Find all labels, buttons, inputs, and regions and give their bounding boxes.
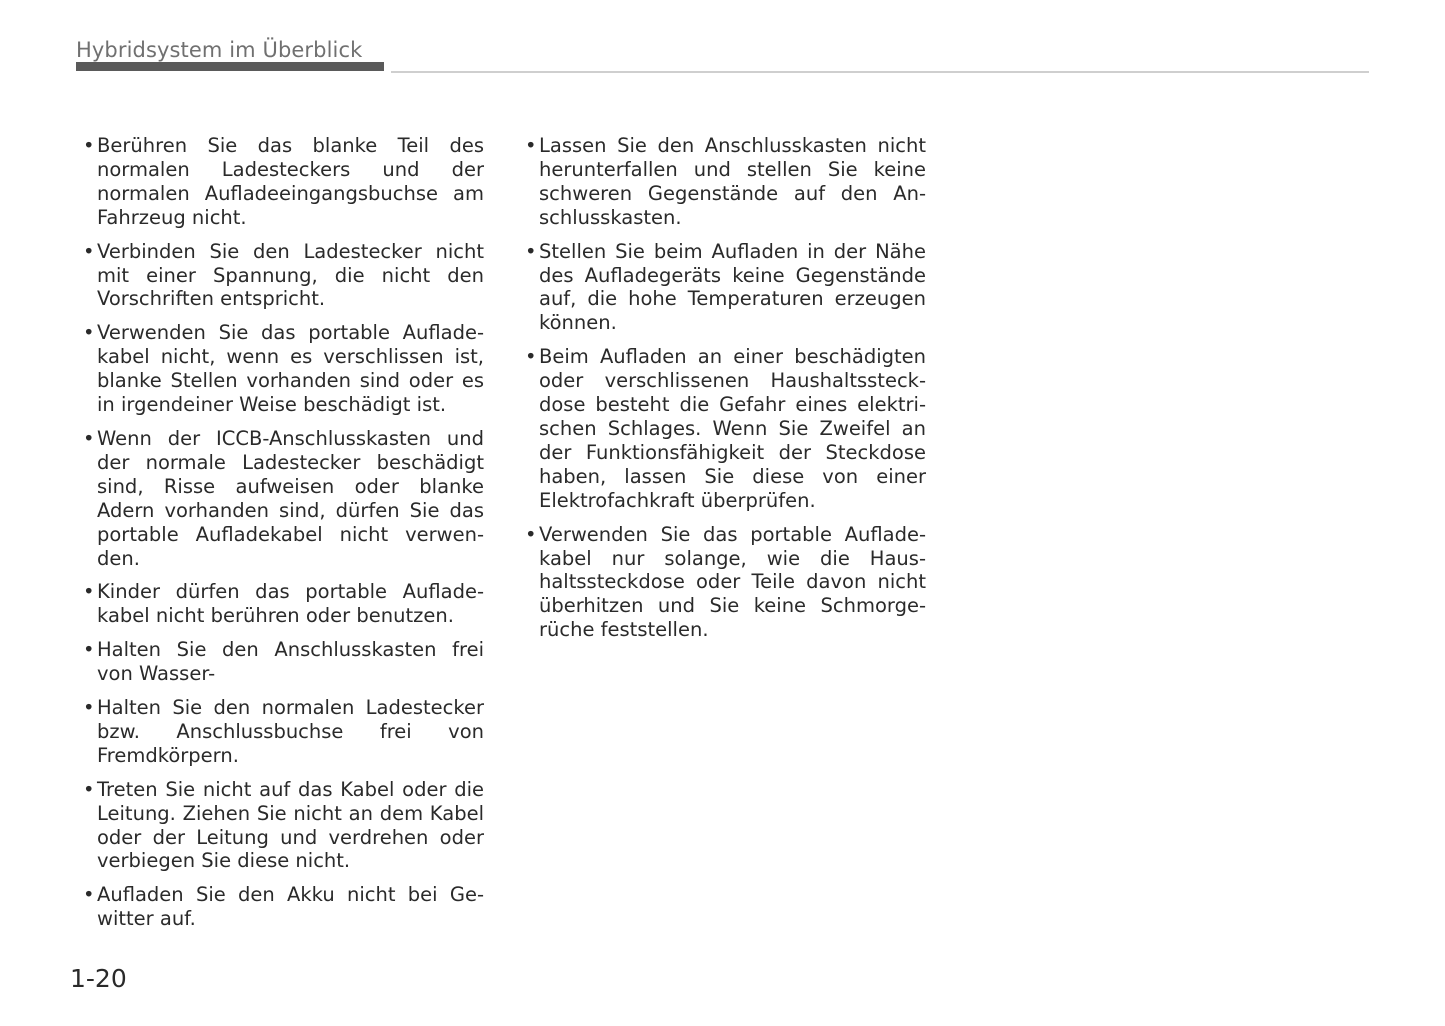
left-column-list	[80, 134, 484, 941]
list-item	[80, 638, 484, 686]
bullet-icon: •	[83, 321, 95, 345]
list-item-text: Verwenden Sie das portable Aufladekabel nur solange, wie die Haushaltssteckdose oder Teile davon nicht überhitzen und Sie keine Schmorgerüche feststellen.	[539, 522, 926, 642]
bullet-icon: •	[525, 345, 537, 369]
list-item-text: Wenn der ICCB-Anschlusskasten und der normale Ladestecker beschädigt sind, Risse aufweisen oder blanke Adern vorhanden sind, dürfen Sie das portable Aufladekabel nicht verwenden.	[97, 426, 484, 570]
list-item-text: Berühren Sie das blanke Teil des normalen Ladesteckers und der normalen Aufladeeingangsbuchse am Fahrzeug nicht.	[97, 134, 484, 229]
header-accent-bar	[76, 62, 384, 71]
list-item	[80, 883, 484, 931]
list-item	[522, 523, 926, 643]
list-item-text: Verbinden Sie den Ladestecker nicht mit einer Spannung, die nicht den Vorschriften entspricht.	[97, 239, 484, 311]
bullet-icon: •	[525, 522, 537, 546]
list-item-text: Treten Sie nicht auf das Kabel oder die Leitung. Ziehen Sie nicht an dem Kabel oder der Leitung und verdrehen oder verbiegen Sie diese nicht.	[97, 777, 484, 873]
list-item	[522, 134, 926, 230]
bullet-icon: •	[83, 638, 95, 662]
bullet-icon: •	[83, 239, 95, 263]
list-item-text: Halten Sie den normalen Ladestecker bzw. Anschlussbuchse frei von Fremdkörpern.	[97, 696, 484, 767]
list-item-text: Kinder dürfen das portable Aufladekabel nicht berühren oder benutzen.	[97, 580, 484, 628]
page-number: 1-20	[70, 964, 127, 993]
bullet-icon: •	[525, 239, 537, 263]
bullet-icon: •	[83, 134, 95, 157]
list-item	[80, 778, 484, 874]
bullet-icon: •	[83, 580, 95, 604]
bullet-icon: •	[83, 696, 95, 720]
list-item-text: Aufladen Sie den Akku nicht bei Gewitter auf.	[97, 883, 484, 931]
bullet-icon: •	[83, 883, 95, 907]
header-divider-line	[391, 71, 1369, 73]
list-item-text: Beim Aufladen an einer beschädigten oder verschlissenen Haushaltssteckdose besteht die Gefahr eines elektrischen Schlages. Wenn Sie Zweifel an der Funktionsfähigkeit der Steckdose haben, lassen Sie diese von einer Elektrofachkraft überprüfen.	[539, 345, 926, 512]
list-item-text: Lassen Sie den Anschlusskasten nicht herunterfallen und stellen Sie keine schweren Gegenstände auf den Anschlusskasten.	[539, 134, 926, 229]
section-header-title: Hybridsystem im Überblick	[76, 38, 363, 62]
list-item	[522, 345, 926, 512]
list-item	[80, 427, 484, 570]
bullet-icon: •	[83, 777, 95, 801]
list-item	[80, 134, 484, 230]
list-item-text: Verwenden Sie das portable Aufladekabel nicht, wenn es verschlissen ist, blanke Stellen vorhanden sind oder es in irgendeiner Weise beschädigt ist.	[97, 321, 484, 417]
list-item	[522, 240, 926, 336]
list-item	[80, 240, 484, 312]
bullet-icon: •	[525, 134, 537, 157]
list-item	[80, 321, 484, 417]
list-item	[80, 696, 484, 768]
bullet-icon: •	[83, 426, 95, 450]
right-column-list	[522, 134, 926, 652]
list-item-text: Stellen Sie beim Aufladen in der Nähe des Aufladegeräts keine Gegenstände auf, die hohe Temperaturen erzeugen können.	[539, 239, 926, 335]
list-item	[80, 580, 484, 628]
list-item-text: Halten Sie den Anschlusskasten frei von Wasser-	[97, 638, 484, 686]
